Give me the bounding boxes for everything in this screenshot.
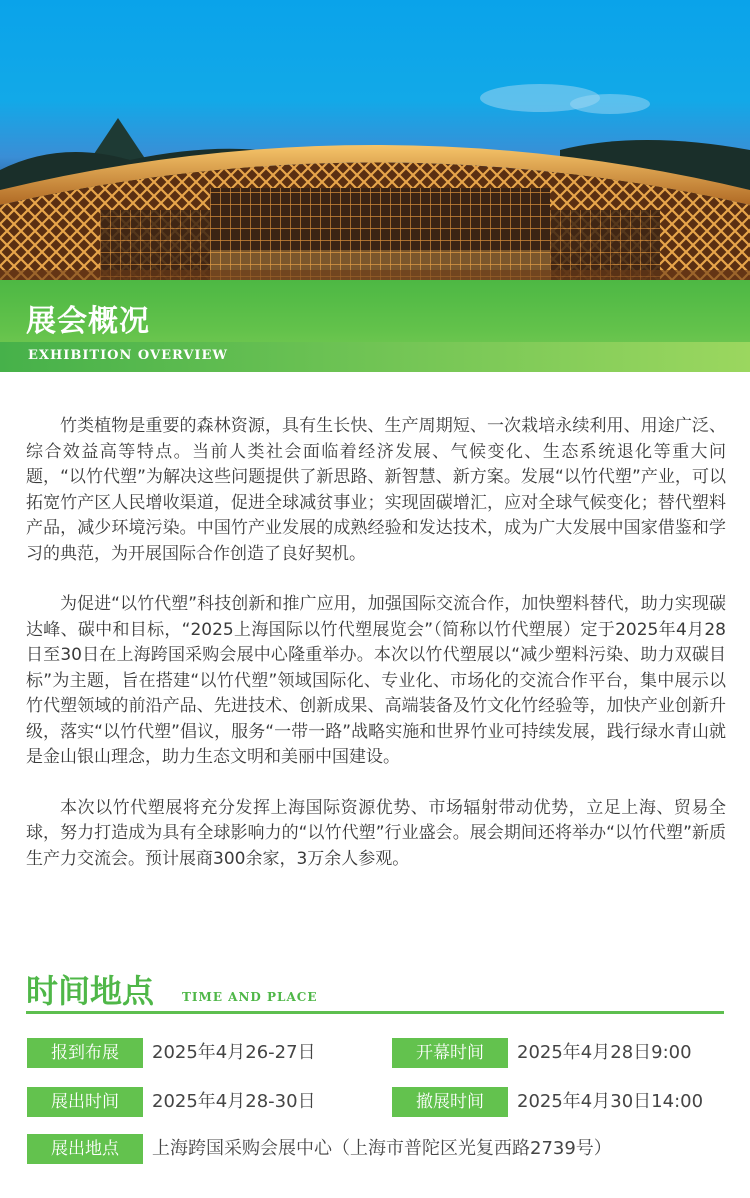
time-place-divider (26, 1011, 724, 1014)
overview-title: 展会概况 (26, 304, 150, 339)
venue-value: 上海跨国采购会展中心（上海市普陀区光复西路2739号） (152, 1138, 612, 1159)
teardown-value: 2025年4月30日14:00 (517, 1091, 704, 1112)
overview-paragraph-2: 为促进“以竹代塑”科技创新和推广应用，加强国际交流合作，加快塑料替代，助力实现碳达峰、碳中和目标，“2025上海国际以竹代塑展览会”（简称以竹代塑展）定于2025年4月28日至30日在上海跨国采购会展中心隆重举办。本次以竹代塑展以“减少塑料污染、助力双碳目标”为主题，旨在搭建“以竹代塑”领域国际化、专业化、市场化的交流合作平台，集中展示以竹代塑领域的前沿产品、先进技术、创新成果、高端装备及竹文化竹经验等，加快产业创新升级，落实“以竹代塑”倡议，服务“一带一路”战略实施和世界竹业可持续发展，践行绿水青山就是金山银山理念，助力生态文明和美丽中国建设。 (26, 594, 726, 767)
time-place-title: 时间地点 (26, 972, 155, 1010)
hero-image (0, 0, 750, 285)
bamboo-pavilion-illustration (0, 0, 750, 285)
overview-banner (0, 280, 750, 372)
overview-paragraph-1: 竹类植物是重要的森林资源，具有生长快、生产周期短、一次栽培永续利用、用途广泛、综合效益高等特点。当前人类社会面临着经济发展、气候变化、生态系统退化等重大问题，“以竹代塑”为解决这些问题提供了新思路、新智慧、新方案。发展“以竹代塑”产业，可以拓宽竹产区人民增收渠道，促进全球减贫事业；实现固碳增汇，应对全球气候变化；替代塑料产品，减少环境污染。中国竹产业发展的成熟经验和发达技术，成为广大发展中国家借鉴和学习的典范，为开展国际合作创造了良好契机。 (26, 416, 726, 564)
checkin-value: 2025年4月26-27日 (152, 1042, 316, 1063)
opening-label: 开幕时间 (392, 1038, 508, 1068)
exhibit-time-value: 2025年4月28-30日 (152, 1091, 316, 1112)
overview-paragraph-3: 本次以竹代塑展将充分发挥上海国际资源优势、市场辐射带动优势，立足上海、贸易全球，努力打造成为具有全球影响力的“以竹代塑”行业盛会。展会期间还将举办“以竹代塑”新质生产力交流会。预计展商300余家，3万余人参观。 (26, 797, 726, 869)
opening-value: 2025年4月28日9:00 (517, 1042, 692, 1063)
teardown-label: 撤展时间 (392, 1087, 508, 1117)
overview-subtitle: EXHIBITION OVERVIEW (28, 348, 229, 363)
overview-body (26, 414, 726, 897)
venue-label: 展出地点 (27, 1134, 143, 1164)
time-place-subtitle: TIME AND PLACE (182, 990, 318, 1004)
exhibit-time-label: 展出时间 (27, 1087, 143, 1117)
checkin-label: 报到布展 (27, 1038, 143, 1068)
